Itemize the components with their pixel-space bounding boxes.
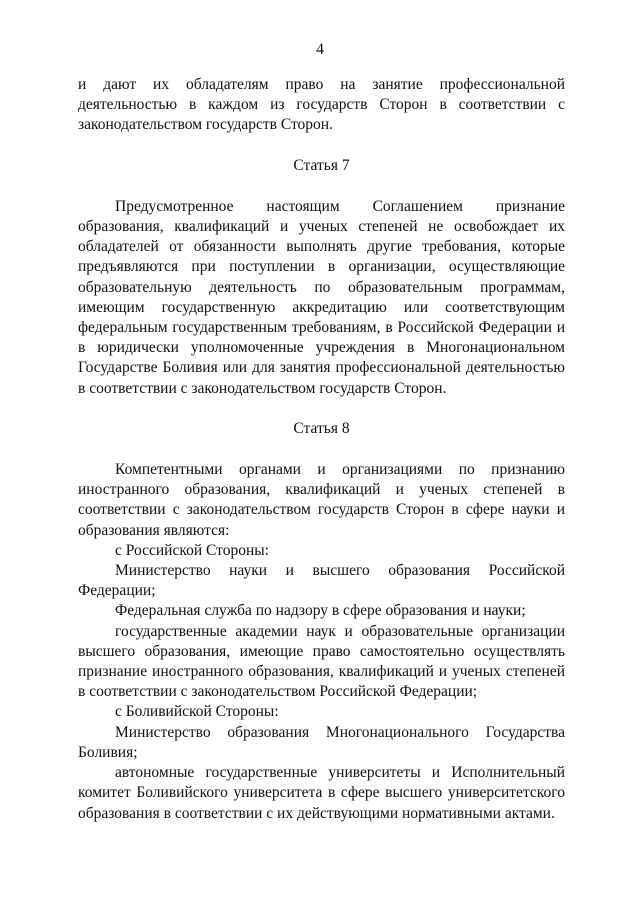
- article-8-paragraph: Федеральная служба по надзору в сфере образования и науки;: [115, 602, 526, 620]
- article-7-paragraph: Предусмотренное настоящим Соглашением признание образования, квалификаций и ученых степеней не освобождает их обладателей от обязанности выполнять другие требования, которые предъявляются при поступлении в организации, осуществляющие образовательную деятельность по образовательным программам, имеющим государственную аккредитацию или соответствующим федеральным государственным требованиям, в Российской Федерации и в юридически уполномоченные учреждения в Многонациональном Государстве Боливия или для занятия профессиональной деятельностью в соответствии с законодательством государств Сторон.: [78, 197, 565, 397]
- article-8-heading: Статья 8: [293, 419, 350, 437]
- article-8-paragraph: Компетентными органами и организациями по признанию иностранного образования, квалификаций и ученых степеней в соответствии с законодательством государств Сторон в сфере науки и образования являются:: [78, 461, 565, 539]
- article-8-paragraph: государственные академии наук и образовательные организации высшего образования, имеющие право самостоятельно осуществлять признание иностранного образования, квалификаций и ученых степеней в соответствии с законодательством Российской Федерации;: [78, 622, 565, 701]
- article-8-paragraph: автономные государственные университеты и Исполнительный комитет Боливийского университета в сфере высшего университетского образования в соответствии с их действующими нормативными актами.: [78, 764, 565, 822]
- intro-paragraph: и дают их обладателям право на занятие профессиональной деятельностью в каждом из государств Сторон в соответствии с законодательством государств Сторон.: [78, 76, 565, 134]
- article-8-paragraph: Министерство образования Многонационального Государства Боливия;: [78, 723, 565, 761]
- article-8-paragraph: с Боливийской Стороны:: [115, 703, 279, 721]
- article-8-paragraph: Министерство науки и высшего образования Российской Федерации;: [78, 562, 565, 600]
- document-body: [78, 75, 565, 824]
- article-8-paragraph: с Российской Стороны:: [115, 541, 269, 559]
- page-number: 4: [316, 41, 324, 58]
- article-7-heading: Статья 7: [293, 156, 350, 174]
